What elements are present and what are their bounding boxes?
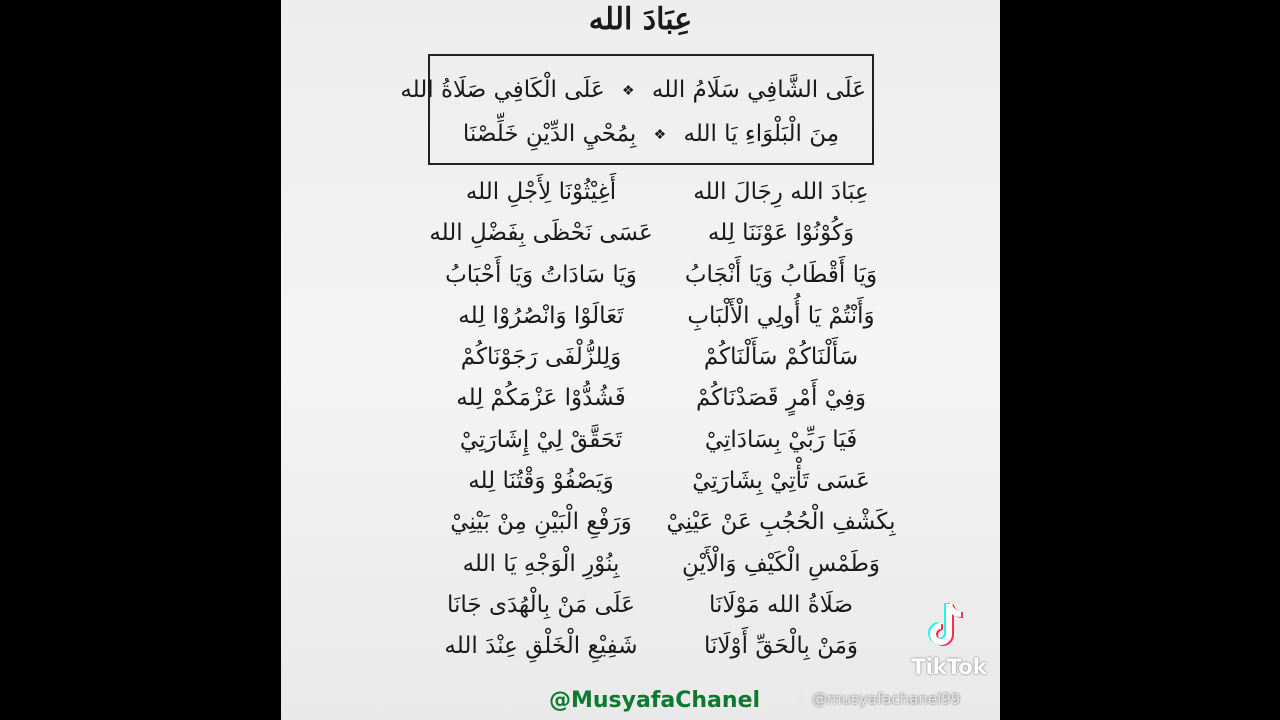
left-verse: عَلَى مَنْ بِالْهُدَى جَانَا — [447, 591, 635, 618]
right-verse: عَسَى تَأْتِيْ بِشَارَتِيْ — [692, 468, 870, 495]
verses-right-column — [666, 172, 896, 668]
right-verse: سَأَلْنَاكُمْ سَأَلْنَاكُمْ — [703, 344, 859, 371]
left-verse: وَرَفْعِ الْبَيْنِ مِنْ بَيْنِيْ — [450, 509, 632, 536]
right-verse: وَأَنْتُمْ يَا أُولِي الْأَلْبَابِ — [687, 302, 875, 329]
right-verse: بِكَشْفِ الْحُجُبِ عَنْ عَيْنِيْ — [666, 509, 896, 536]
header-line-2-right: مِنَ الْبَلْوَاءِ يَا الله — [683, 121, 840, 147]
left-verse: شَفِيْعِ الْخَلْقِ عِنْدَ الله — [444, 633, 638, 660]
header-line-1-left: عَلَى الْكَافِي صَلَاةُ الله — [400, 77, 605, 103]
username-text: @musyafachanel99 — [812, 690, 961, 708]
right-verse: وَطَمْسِ الْكَيْفِ وَالْأَيْنِ — [681, 550, 881, 577]
verses-left-column — [426, 172, 656, 668]
right-verse: وَمَنْ بِالْحَقِّ أَوْلَانَا — [703, 633, 859, 660]
left-verse: بِنُوْرِ الْوَجْهِ يَا الله — [462, 550, 620, 577]
right-verse: وَفِيْ أَمْرٍ قَصَدْنَاكُمْ — [696, 385, 866, 412]
channel-handle: @MusyafaChanel — [549, 688, 761, 713]
left-verse: فَشُدُّوْا عَزْمَكُمْ لِله — [456, 385, 626, 412]
right-verse: وَيَا أَقْطَابُ وَيَا أَنْجَابُ — [684, 261, 878, 288]
right-verse: صَلَاةُ الله مَوْلَانَا — [709, 591, 853, 618]
left-verse: تَحَقَّقْ لِيْ إِشَارَتِيْ — [459, 426, 623, 453]
header-line-1-right: عَلَى الشَّافِي سَلَامُ الله — [651, 77, 866, 103]
user-icon — [796, 692, 808, 706]
tiktok-username — [796, 690, 960, 708]
header-line-2-left: بِمُحْيِ الدِّيْنِ خَلِّصْنَا — [462, 121, 637, 147]
header-box — [400, 54, 874, 165]
left-verse: وَيَصْفُوْ وَقْتُنَا لِله — [468, 468, 614, 495]
right-verse: فَيَا رَبِّيْ بِسَادَاتِيْ — [704, 426, 858, 453]
header-line-1 — [400, 72, 866, 108]
tiktok-label: TikTok — [911, 655, 987, 679]
left-verse: أَغِيْثُوْنَا لِأَجْلِ الله — [465, 179, 617, 205]
left-verse: تَعَالَوْا وَانْصُرُوْا لِله — [458, 302, 624, 329]
right-verse: عِبَادَ الله رِجَالَ الله — [693, 179, 869, 205]
page-title: عِبَادَ الله — [588, 2, 693, 37]
left-verse: وَلِلزُّلْفَى رَجَوْنَاكُمْ — [460, 344, 622, 371]
separator-icon: ❖ — [622, 83, 635, 99]
header-line-2 — [436, 116, 866, 152]
tiktok-watermark — [906, 600, 992, 690]
left-verse: عَسَى نَحْظَى بِفَضْلِ الله — [429, 220, 653, 247]
left-verse: وَيَا سَادَاتُ وَيَا أَحْبَابُ — [445, 261, 637, 288]
lyrics-page — [281, 0, 1000, 720]
right-verse: وَكُوْنُوْا عَوْنَنَا لِله — [707, 220, 855, 247]
tiktok-logo-icon — [926, 600, 970, 652]
separator-icon: ❖ — [653, 127, 667, 143]
